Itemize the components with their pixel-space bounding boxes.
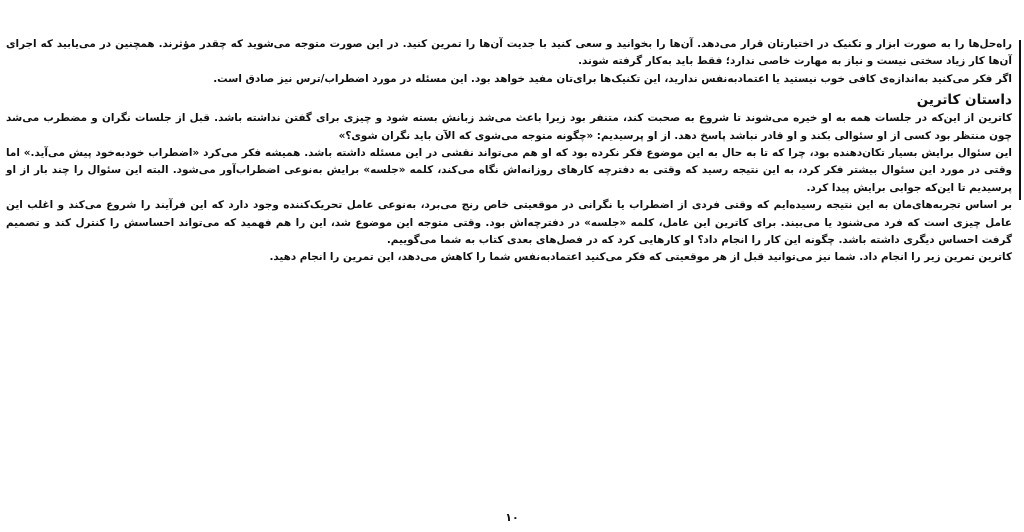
paragraph-intro-1: راه‌حل‌ها را به صورت ابزار و تکنیک در اختیارتان قرار می‌دهد. آن‌ها را بخوانید و سعی کنید با جدیت آن‌ها را تمرین کنید. در این صورت متوجه می‌شوید که چقدر مؤثرند. همچنین در می‌یابید که اجرای آن‌ها کار زیاد سختی نیست و نیاز به مهارت خاصی ندارد؛ فقط باید به‌کار گرفته شوند. [6,38,1012,68]
paragraph-story-1: کاترین از این‌که در جلسات همه به او خیره می‌شوند تا شروع به صحبت کند، متنفر بود زیرا باعث می‌شد زبانش بسته شود و چیزی برای گفتن نداشته باشد. قبل از جلسات نگران و مضطرب می‌شد چون منتظر بود کسی از او سئوالی بکند و او قادر نباشد پاسخ دهد. از او پرسیدیم: «چگونه متوجه می‌شوی که الآن باید نگران شوی؟» [6,112,1012,142]
page-content [6,36,1012,267]
paragraph-intro-2: اگر فکر می‌کنید به‌اندازه‌ی کافی خوب نیستید یا اعتمادبه‌نفس ندارید، این تکنیک‌ها برای‌تان مفید خواهد بود. این مسئله در مورد اضطراب/ترس نیز صادق است. [213,72,1012,85]
section-heading: داستان کاترین [916,92,1012,109]
paragraph-story-4: کاترین تمرین زیر را انجام داد. شما نیز می‌توانید قبل از هر موقعیتی که فکر می‌کنید اعتمادبه‌نفس شما را کاهش می‌دهد، این تمرین را انجام دهید. [269,251,1012,264]
page-edge-line [1019,40,1021,200]
page-number: ۱۰ [505,511,519,524]
paragraph-story-2: این سئوال برایش بسیار تکان‌دهنده بود، چرا که تا به حال به این موضوع فکر نکرده بود که او هم می‌تواند نقشی در این مسئله داشته باشد. همیشه فکر می‌کرد «اضطراب خودبه‌خود پیش می‌آید.» اما وقتی در مورد این سئوال بیشتر فکر کرد، به این نتیجه رسید که وقتی به دفترچه کارهای روزانه‌اش نگاه می‌کند، کلمه «جلسه» برایش به‌نوعی اضطراب‌آور می‌شود. البته این سئوال را چند بار از او پرسیدیم تا این‌که جوابی برایش پیدا کرد. [6,147,1012,194]
paragraph-story-3: بر اساس تجربه‌های‌مان به این نتیجه رسیده‌ایم که وقتی فردی از اضطراب یا نگرانی در موقعیتی خاص رنج می‌برد، به‌نوعی عامل تحریک‌کننده وجود دارد که این فرآیند را شروع می‌کند و اغلب این عامل چیزی است که فرد می‌شنود یا می‌بیند. برای کاترین این عامل، کلمه «جلسه» در دفترچه‌اش بود. وقتی متوجه این موضوع شد، این را هم فهمید که می‌تواند احساسش را کنترل کند و تصمیم گرفت احساس دیگری داشته باشد. چگونه این کار را انجام داد؟ او کارهایی کرد که در فصل‌های بعدی کتاب به شما می‌گوییم. [6,199,1012,247]
